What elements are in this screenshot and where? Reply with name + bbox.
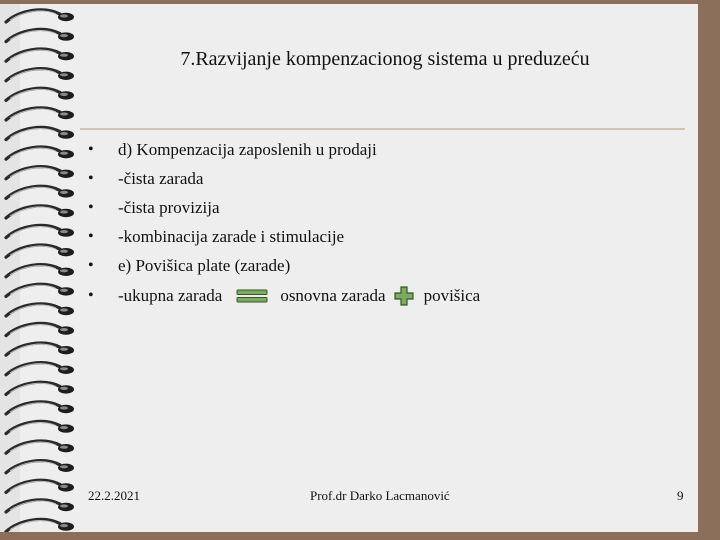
- bullet-dot: •: [88, 140, 94, 158]
- bullet-text: -kombinacija zarade i stimulacije: [118, 227, 345, 247]
- spiral-ring: [6, 402, 74, 414]
- bullet-item: [88, 193, 480, 222]
- spiral-ring: [6, 363, 74, 375]
- spiral-ring: [6, 127, 74, 139]
- bullet-text-total-pay: -ukupna zarada: [118, 285, 223, 305]
- spiral-ring: [6, 304, 74, 316]
- bullet-text-base-pay: osnovna zarada: [280, 285, 386, 305]
- spiral-ring: [6, 519, 74, 531]
- spiral-ring: [6, 343, 74, 355]
- spiral-binding: [0, 4, 90, 532]
- bullet-list: [88, 135, 480, 310]
- spiral-ring: [6, 88, 74, 100]
- spiral-ring: [6, 10, 74, 22]
- bullet-item: [88, 135, 480, 164]
- title-divider: [80, 128, 685, 130]
- spiral-ring: [6, 421, 74, 433]
- bullet-text-raise: povišica: [423, 285, 481, 305]
- bullet-item: [88, 223, 480, 252]
- footer-date: 22.2.2021: [88, 488, 140, 503]
- spiral-ring: [6, 147, 74, 159]
- spiral-ring: [6, 382, 74, 394]
- spiral-ring: [6, 265, 74, 277]
- bullet-text: d) Kompenzacija zaposlenih u prodaji: [118, 139, 377, 159]
- spiral-ring: [6, 500, 74, 512]
- spiral-ring: [6, 441, 74, 453]
- bullet-dot: •: [88, 286, 94, 304]
- slide-page: [0, 4, 698, 532]
- spiral-ring: [6, 49, 74, 61]
- bullet-item: [88, 281, 480, 310]
- spiral-ring: [6, 480, 74, 492]
- plus-sign-icon: [394, 286, 414, 306]
- bullet-dot: •: [88, 228, 94, 246]
- bullet-text: -čista provizija: [118, 197, 220, 217]
- bullet-item: [88, 164, 480, 193]
- spiral-ring: [6, 245, 74, 257]
- bullet-item: [88, 252, 480, 281]
- spiral-ring: [6, 206, 74, 218]
- spiral-ring: [6, 29, 74, 41]
- spiral-ring: [6, 323, 74, 335]
- page-number: 9: [677, 488, 684, 503]
- bullet-dot: •: [88, 198, 94, 216]
- spiral-ring: [6, 461, 74, 473]
- bullet-text: -čista zarada: [118, 168, 204, 188]
- spiral-ring: [6, 108, 74, 120]
- bullet-dot: •: [88, 257, 94, 275]
- spiral-ring: [6, 186, 74, 198]
- footer-author: Prof.dr Darko Lacmanović: [310, 488, 450, 503]
- slide-title: 7.Razvijanje kompenzacionog sistema u preduzeću: [180, 48, 590, 70]
- spiral-ring: [6, 284, 74, 296]
- spiral-ring: [6, 167, 74, 179]
- spiral-ring: [6, 69, 74, 81]
- equals-sign-icon: [236, 289, 268, 303]
- bullet-text: e) Povišica plate (zarade): [118, 256, 291, 276]
- spiral-ring: [6, 225, 74, 237]
- bullet-dot: •: [88, 169, 94, 187]
